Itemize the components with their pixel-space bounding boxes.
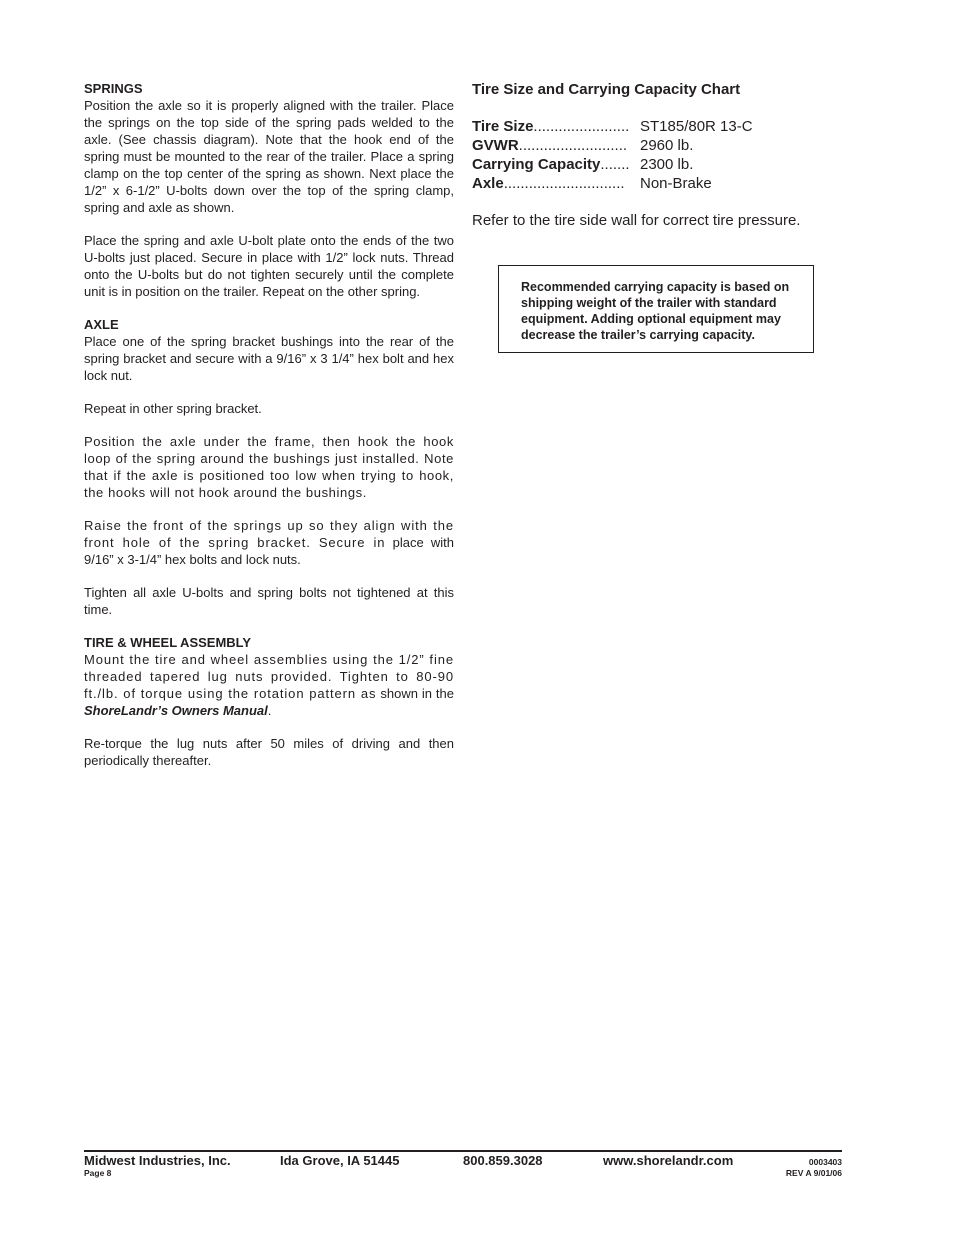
spec-value: ST185/80R 13-C: [640, 118, 753, 135]
tire-wheel-paragraph-1: [84, 651, 454, 719]
spec-row-gvwr: [472, 136, 832, 155]
spec-value: Non-Brake: [640, 175, 712, 192]
capacity-chart-title: Tire Size and Carrying Capacity Chart: [472, 81, 741, 98]
spec-row-axle: [472, 174, 832, 193]
footer-company: Midwest Industries, Inc.: [84, 1153, 231, 1168]
axle-paragraph-4: [84, 517, 454, 568]
spec-leader-dots: .............................: [503, 175, 625, 192]
spec-leader-dots: ..........................: [518, 137, 628, 154]
springs-heading: SPRINGS: [84, 81, 143, 96]
axle-p4-part-b: place with 9/16” x 3-1/4” hex bolts and lock nuts.: [84, 535, 454, 567]
footer-revision: REV A 9/01/06: [785, 1168, 842, 1178]
spec-value: 2960 lb.: [640, 137, 694, 154]
spec-label: Axle: [472, 175, 504, 192]
footer-city: Ida Grove, IA 51445: [280, 1153, 400, 1168]
footer-divider: [84, 1150, 842, 1152]
springs-paragraph-1: [84, 97, 454, 216]
spec-label: Tire Size: [472, 118, 534, 135]
axle-paragraph-3: Position the axle under the frame, then hook the hook loop of the spring around the bushings just installed. Note that if the axle is positioned too low when trying to hook, the hooks will not hook around the bushings.: [84, 434, 454, 500]
tire-wheel-p1-part-a: Mount the tire and wheel assemblies using the 1/2” fine threaded tapered lug nuts provided. Tighten to 80-90 ft./lb. of torque using the rotation pattern as: [84, 652, 454, 701]
tire-wheel-p1-prefix: shown in the: [380, 686, 454, 701]
spec-row-tire-size: [472, 117, 832, 136]
carrying-capacity-notice: Recommended carrying capacity is based on shipping weight of the trailer with standard equipment. Adding optional equipment may decrease the trailer’s carrying capacity.: [498, 265, 814, 353]
instructions-column: [84, 80, 454, 785]
footer-phone: 800.859.3028: [463, 1153, 543, 1168]
spec-row-carrying-capacity: [472, 155, 832, 174]
springs-p1-first-line: Position the axle so it is properly aligned with the trailer.: [84, 98, 417, 113]
springs-p1-rest: Place the springs on the top side of the spring pads welded to the axle. (See chassis diagram). Note that the hook end of the spring must be mounted to the rear of the trailer. Place a spring clamp on the top center of the spring as shown. Next place the 1/2” x 6-1/2” U-bolts down over the top of the spring clamp, spring and axle as shown.: [84, 98, 454, 215]
axle-paragraph-1: Place one of the spring bracket bushings into the rear of the spring bracket and secure with a 9/16” x 3 1/4” hex bolt and hex lock nut.: [84, 334, 454, 383]
owners-manual-title: ShoreLandr’s Owners Manual: [84, 703, 268, 718]
spec-label: Carrying Capacity: [472, 156, 601, 173]
capacity-chart-column: [472, 80, 832, 245]
spec-label: GVWR: [472, 137, 519, 154]
footer-doc-number: 0003403: [808, 1157, 842, 1167]
footer-page-number: Page 8: [84, 1168, 112, 1178]
spec-value: 2300 lb.: [640, 156, 694, 173]
spec-leader-dots: .......................: [533, 118, 630, 135]
axle-paragraph-5: Tighten all axle U-bolts and spring bolts not tightened at this time.: [84, 585, 454, 617]
axle-heading: AXLE: [84, 317, 119, 332]
tire-wheel-p1-suffix: .: [267, 703, 272, 718]
tire-wheel-heading: TIRE & WHEEL ASSEMBLY: [84, 635, 252, 650]
footer-website: www.shorelandr.com: [603, 1153, 734, 1168]
axle-p4-part-a: Raise the front of the springs up so they align with the front hole of the spring bracket. Secure in: [84, 518, 454, 550]
tire-wheel-paragraph-2: Re-torque the lug nuts after 50 miles of driving and then periodically thereafter.: [84, 736, 454, 768]
springs-paragraph-2: Place the spring and axle U-bolt plate onto the ends of the two U-bolts just placed. Secure in place with 1/2” lock nuts. Thread onto the U-bolts but do not tighten securely until the complete unit is in position on the trailer. Repeat on the other spring.: [84, 233, 454, 299]
capacity-spec-table: [472, 117, 832, 193]
tire-pressure-note: Refer to the tire side wall for correct tire pressure.: [472, 212, 801, 229]
axle-paragraph-2: Repeat in other spring bracket.: [84, 401, 262, 416]
spec-leader-dots: .......: [600, 156, 630, 173]
